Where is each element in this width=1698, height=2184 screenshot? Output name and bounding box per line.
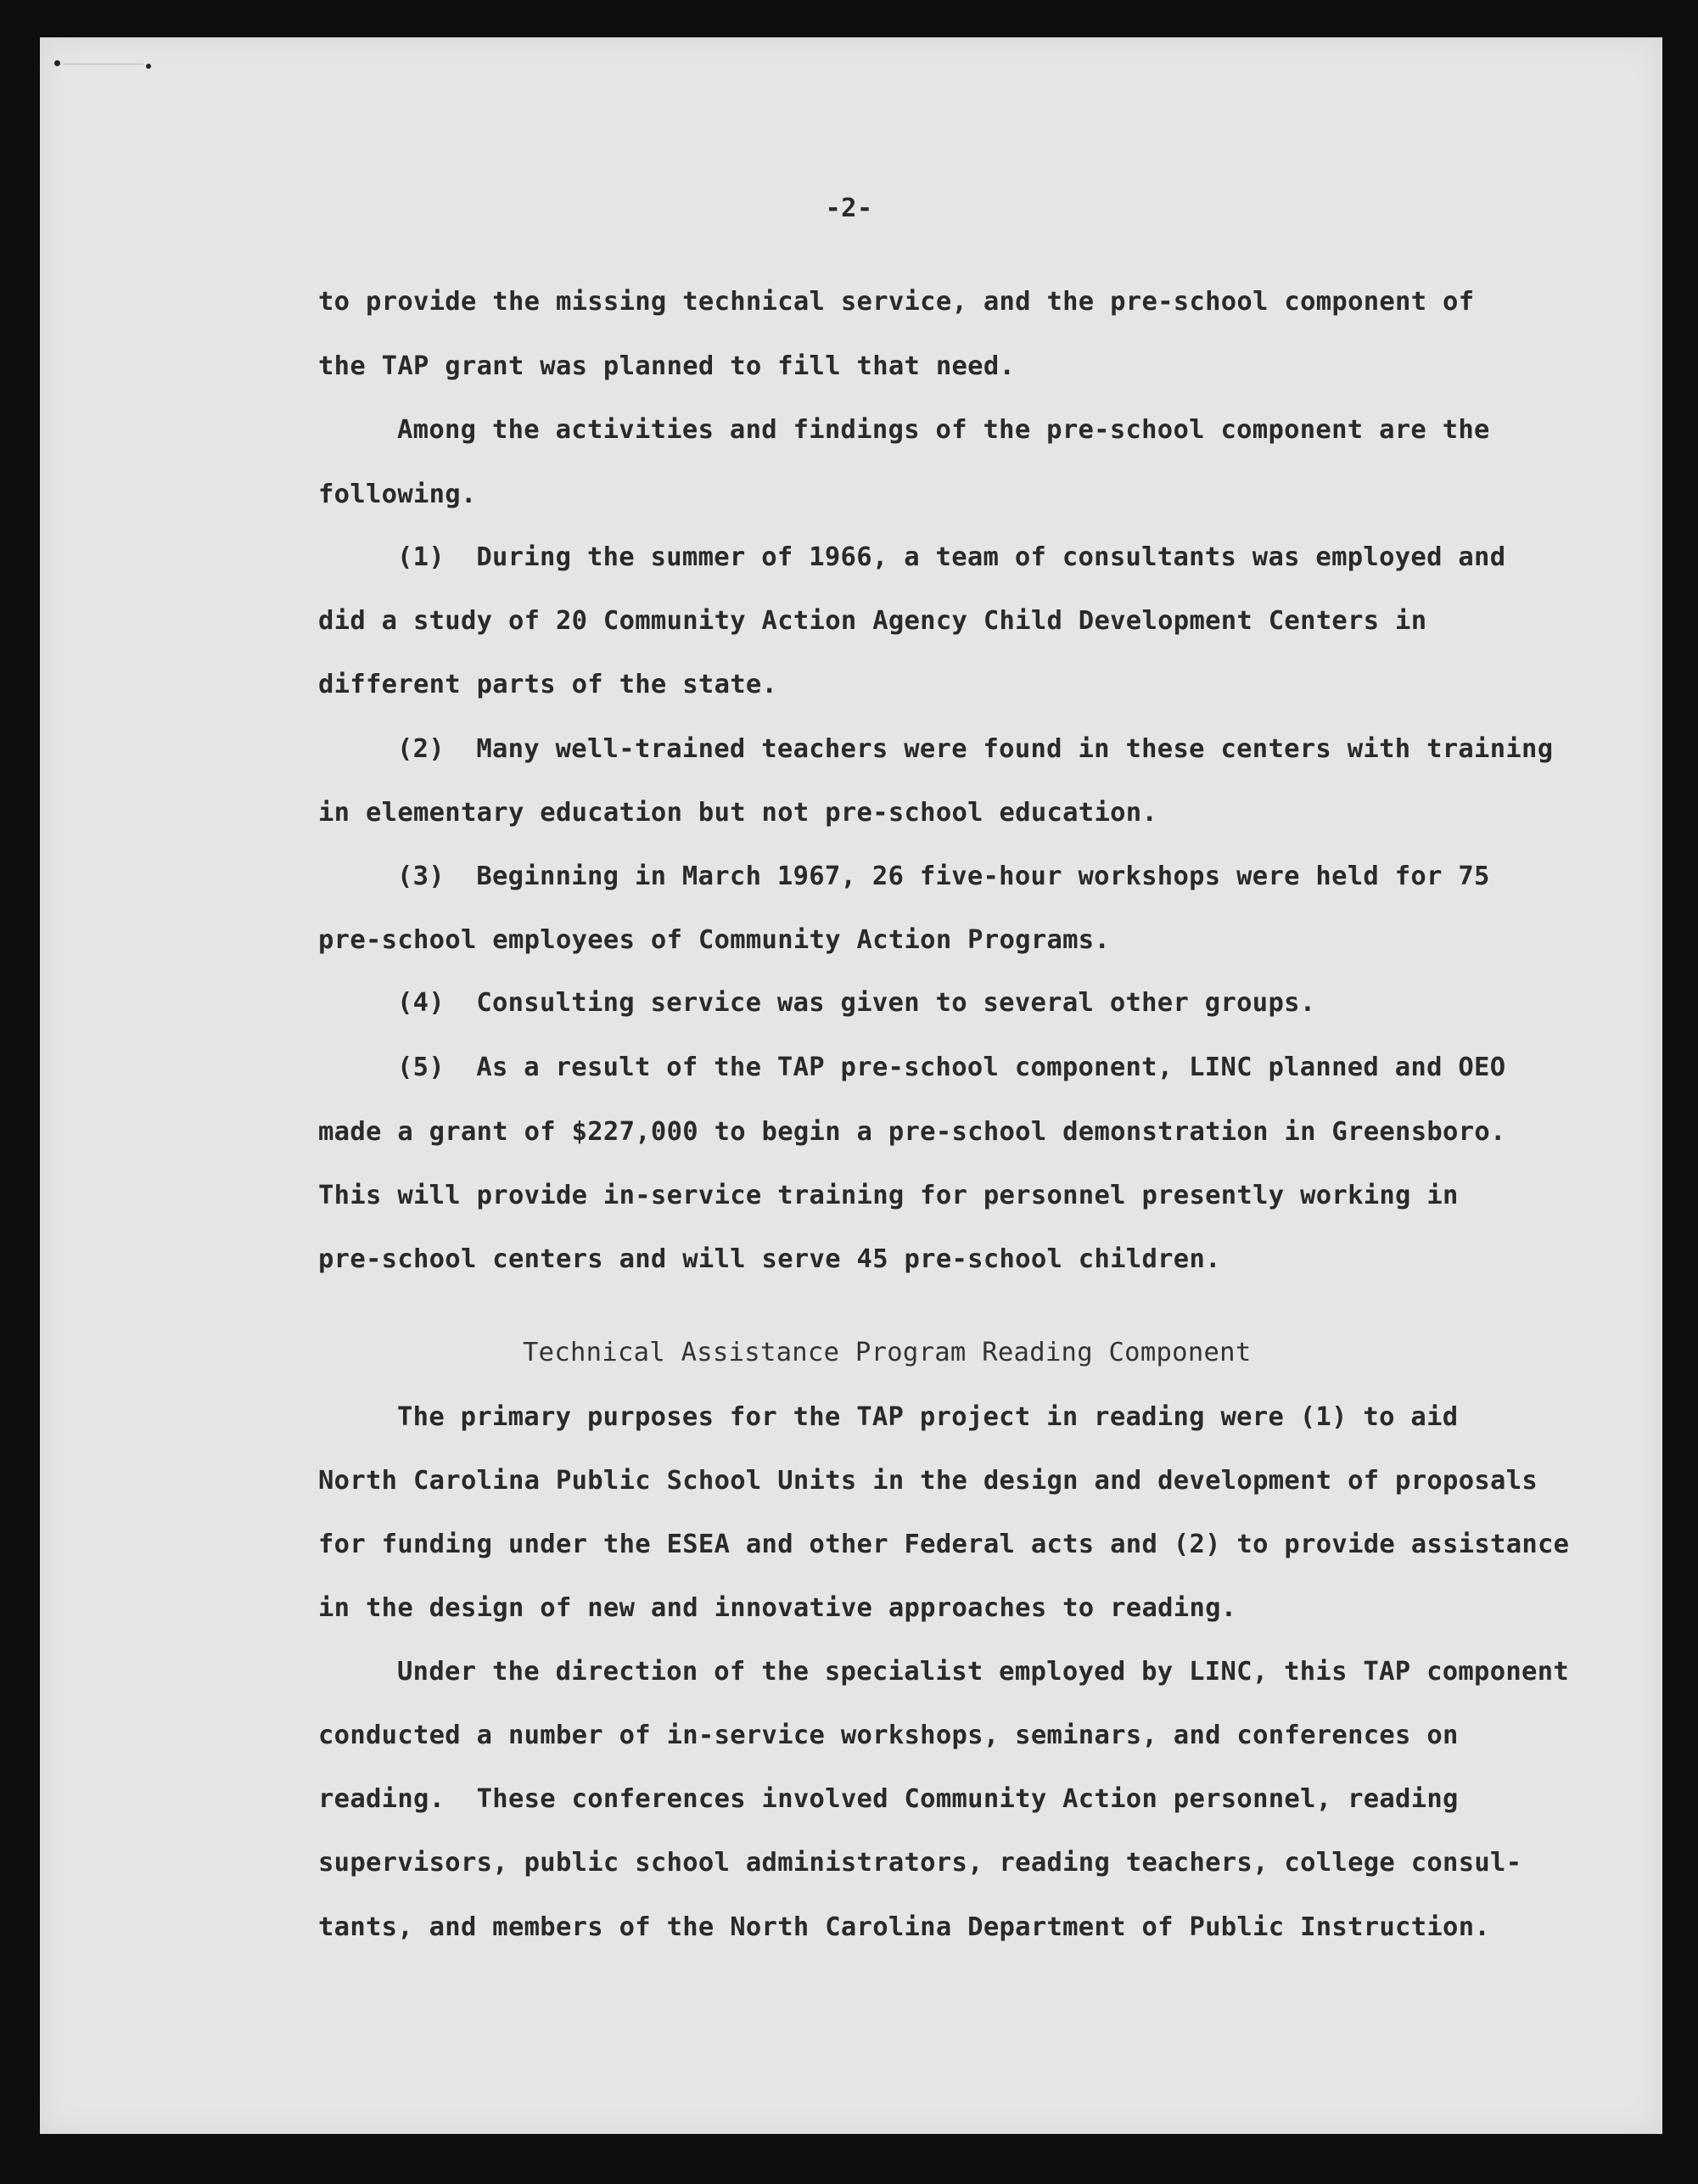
text-line: different parts of the state.	[318, 670, 778, 699]
text-line: the TAP grant was planned to fill that need.	[318, 351, 1016, 381]
text-line: (4) Consulting service was given to several other groups.	[397, 988, 1316, 1018]
text-line: did a study of 20 Community Action Agency Child Development Centers in	[318, 606, 1427, 636]
text-line: pre-school employees of Community Action Programs.	[318, 925, 1111, 955]
text-line: for funding under the ESEA and other Federal acts and (2) to provide assistance	[318, 1530, 1570, 1559]
text-line: Under the direction of the specialist employed by LINC, this TAP component	[397, 1657, 1570, 1687]
text-line: in the design of new and innovative approaches to reading.	[318, 1593, 1237, 1623]
corner-mark	[146, 64, 151, 69]
text-line: following.	[318, 480, 477, 509]
text-line: pre-school centers and will serve 45 pre-school children.	[318, 1244, 1221, 1274]
text-line: Among the activities and findings of the pre-school component are the	[397, 415, 1490, 445]
text-line: reading. These conferences involved Community Action personnel, reading	[318, 1784, 1459, 1814]
text-line: The primary purposes for the TAP project in reading were (1) to aid	[397, 1402, 1459, 1432]
text-line: North Carolina Public School Units in the design and development of proposals	[318, 1466, 1538, 1496]
text-line: conducted a number of in-service workshops, seminars, and conferences on	[318, 1721, 1459, 1750]
text-line: supervisors, public school administrators, reading teachers, college consul-	[318, 1848, 1522, 1878]
text-line: made a grant of $227,000 to begin a pre-school demonstration in Greensboro.	[318, 1117, 1506, 1147]
text-line: This will provide in-service training for personnel presently working in	[318, 1181, 1459, 1210]
text-line: (1) During the summer of 1966, a team of consultants was employed and	[397, 542, 1506, 572]
text-line: tants, and members of the North Carolina Department of Public Instruction.	[318, 1912, 1491, 1942]
text-line: (3) Beginning in March 1967, 26 five-hour workshops were held for 75	[397, 862, 1490, 891]
text-line: (2) Many well-trained teachers were found in these centers with training	[397, 734, 1554, 764]
text-line: to provide the missing technical service, and the pre-school component of	[318, 287, 1475, 317]
corner-mark	[54, 60, 60, 66]
text-line: in elementary education but not pre-school education.	[318, 798, 1158, 828]
section-heading: Technical Assistance Program Reading Component	[523, 1338, 1252, 1367]
page-number: -2-	[825, 194, 873, 223]
text-line: (5) As a result of the TAP pre-school component, LINC planned and OEO	[397, 1053, 1506, 1082]
corner-line	[63, 64, 143, 65]
